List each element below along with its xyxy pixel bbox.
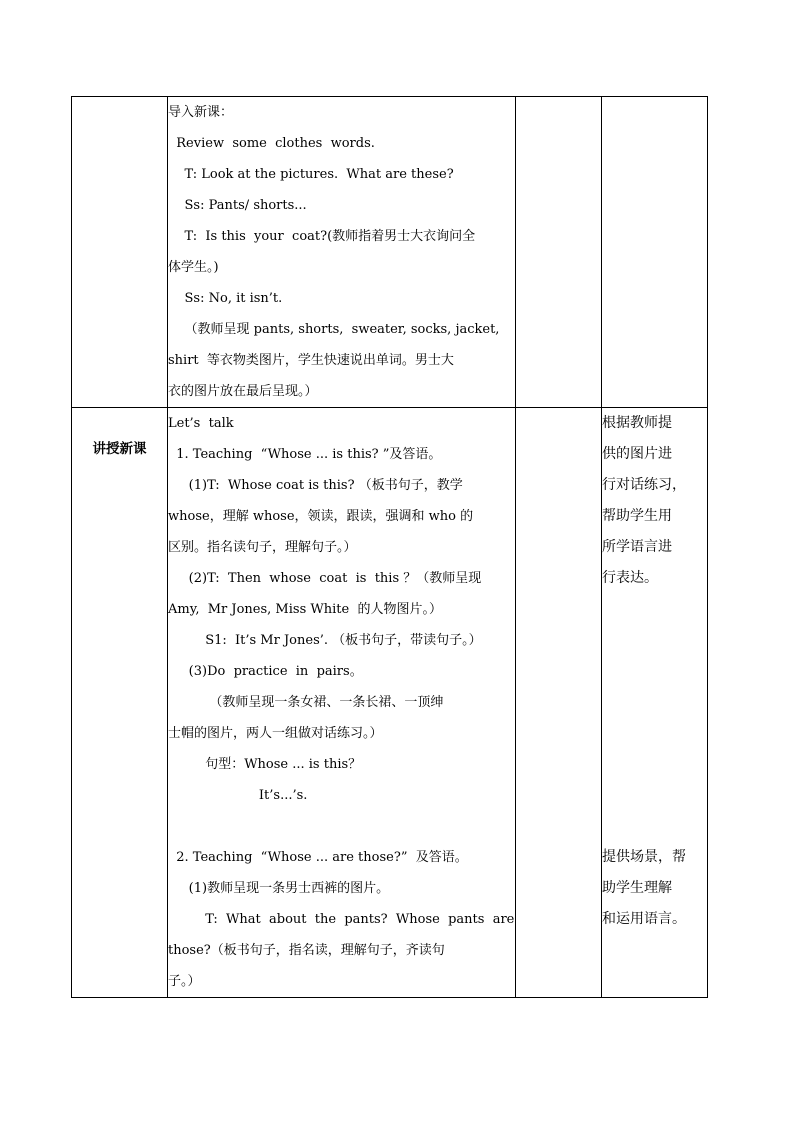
teach-line: those?（板书句子，指名读，理解句子，齐读句 <box>168 943 445 958</box>
blank-line <box>602 718 707 749</box>
teach-line: Let’s talk <box>168 416 234 431</box>
intro-col3-cell <box>516 97 602 408</box>
teach-line: whose，理解 whose，领读，跟读，强调和 who 的 <box>168 509 474 524</box>
note-line: 供的图片进 <box>602 446 672 462</box>
intro-content-cell <box>168 97 516 408</box>
note-line: 提供场景，帮 <box>602 849 686 865</box>
teach-line: (3)Do practice in pairs。 <box>168 664 363 679</box>
teach-line: 句型：Whose ... is this？ <box>168 757 362 772</box>
teach-line: (1)教师呈现一条男士西裤的图片。 <box>168 881 390 896</box>
teach-line: It’s...’s. <box>168 788 308 803</box>
lesson-plan-table <box>71 96 708 998</box>
teach-line: 2. Teaching “Whose ... are those?” 及答语。 <box>168 850 468 865</box>
teach-line: 1. Teaching “Whose ... is this? ”及答语。 <box>168 447 442 462</box>
blank-line <box>602 625 707 656</box>
teach-line: 士帽的图片，两人一组做对话练习。） <box>168 726 383 741</box>
note-line: 所学语言进 <box>602 539 672 555</box>
teach-line: T: What about the pants? Whose pants are <box>168 912 515 927</box>
intro-line: shirt 等衣物类图片，学生快速说出单词。男士大 <box>168 353 454 368</box>
intro-line: 衣的图片放在最后呈现。） <box>168 384 318 399</box>
note-line: 和运用语言。 <box>602 911 686 927</box>
intro-section-label-cell <box>72 97 168 408</box>
blank-line <box>602 749 707 780</box>
blank-line <box>602 811 707 842</box>
note-line: 根据教师提 <box>602 415 672 431</box>
teach-section-label-cell <box>72 408 168 998</box>
note-line: 帮助学生用 <box>602 508 672 524</box>
intro-line: Ss: No, it isn’t. <box>168 291 283 306</box>
intro-line: Review some clothes words. <box>168 136 375 151</box>
teach-line: (2)T: Then whose coat is this ？（教师呈现 <box>168 571 482 586</box>
intro-line: 导入新课： <box>168 105 234 120</box>
intro-row <box>72 97 708 408</box>
note-line: 行对话练习， <box>602 477 686 493</box>
teach-content-cell <box>168 408 516 998</box>
teach-line: 区别。指名读句子，理解句子。） <box>168 540 357 555</box>
teach-line: (1)T: Whose coat is this? （板书句子，教学 <box>168 478 463 493</box>
intro-line: Ss: Pants/ shorts... <box>168 198 307 213</box>
teach-line: S1: It’s Mr Jones’. （板书句子，带读句子。） <box>168 633 482 648</box>
blank-line <box>602 687 707 718</box>
note-line: 助学生理解 <box>602 880 672 896</box>
teach-line: 子。） <box>168 974 201 989</box>
blank-line <box>602 780 707 811</box>
blank-line <box>602 656 707 687</box>
teach-notes-cell <box>602 408 708 998</box>
teach-line: （教师呈现一条女裙、一条长裙、一顶绅 <box>168 695 444 710</box>
blank-line <box>168 811 515 842</box>
section-label: 讲授新课 <box>92 441 147 457</box>
intro-line: T: Is this your coat?(教师指着男士大衣询问全 <box>168 229 476 244</box>
intro-notes-cell <box>602 97 708 408</box>
teach-col3-cell <box>516 408 602 998</box>
intro-line: T: Look at the pictures. What are these? <box>168 167 454 182</box>
teach-line: Amy, Mr Jones, Miss White 的人物图片。） <box>168 602 442 617</box>
teach-row <box>72 408 708 998</box>
intro-line: 体学生。) <box>168 260 219 275</box>
note-line: 行表达。 <box>602 570 658 586</box>
intro-line: （教师呈现 pants, shorts, sweater, socks, jacket, <box>168 322 500 337</box>
blank-line <box>602 594 707 625</box>
